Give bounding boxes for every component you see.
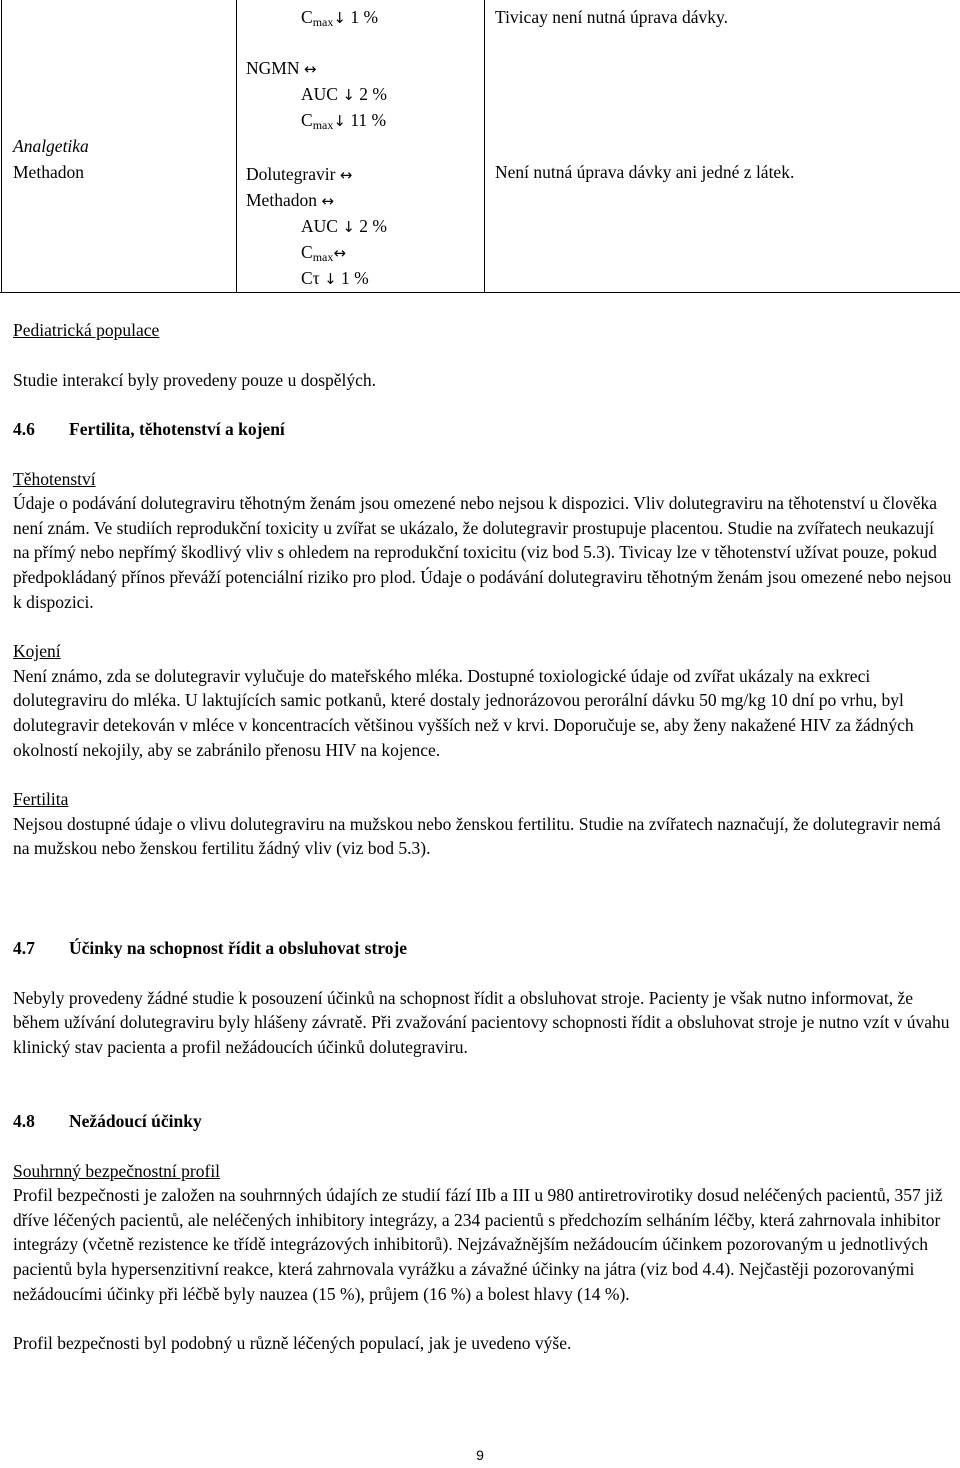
row3-cmax-line: $C_{max}\leftrightarrow$ [301, 242, 346, 264]
section-4-6-heading: 4.6 Fertilita, těhotenství a kojení [13, 419, 285, 439]
pediatric-text: Studie interakcí byly provedeny pouze u dospělých. [13, 369, 377, 390]
fertility-heading: Fertilita [13, 789, 69, 810]
row3-recommendation: Není nutná úprava dávky ani jedné z látek. [495, 162, 795, 182]
safety-similar-text: Profil bezpečnosti byl podobný u různě léčených populací, jak je uvedeno výše. [13, 1333, 572, 1354]
row2-cmax-line: $C_{max}↓$ 11 % [301, 110, 387, 132]
row3-ctau-line: Cτ ↓ 1 % [301, 268, 369, 288]
pregnancy-text: Údaje o podávání dolutegraviru těhotným ženám jsou omezené nebo nejsou k dispozici. Vliv dolutegraviru na těhotenství u člověka není znám. Ve studiích reprodukční toxicity u zvířat se ukázalo, že dolutegravir prostupuje placentou. Studie na zvířatech neukazují na přímý nebo nepřímý škodlivý vliv s ohledem na reprodukční toxicitu (viz bod 5.3). Tivicay lze v těhotenství užívat pouze, pokud předpokládaný přínos převáží potenciální riziko pro plod. Údaje o podávání dolutegraviru těhotným ženám jsou omezené nebo nejsou k dispozici. [13, 493, 952, 612]
safety-summary-heading: Souhrnný bezpečnostní profil [13, 1160, 221, 1181]
row3-dolutegravir-line: Dolutegravir ↔ [246, 164, 353, 184]
fertility-text: Nejsou dostupné údaje o vlivu dolutegraviru na mužskou nebo ženskou fertilitu. Studie na zvířatech naznačují, že dolutegravir nemá na mužskou nebo ženskou fertilitu žádný vliv (viz bod 5.3). [13, 813, 941, 859]
page-number: 9 [476, 1447, 484, 1463]
section-4-7-text: Nebyly provedeny žádné studie k posouzení účinků na schopnost řídit a obsluhovat stroje. Pacienty je však nutno informovat, že během užívání dolutegraviru byly hlášeny závratě. Při zvažování pacientovy schopnosti řídit a obsluhovat stroje je nutno vzít v úvahu klinický stav pacienta a profil nežádoucích účinků dolutegraviru. [13, 987, 950, 1057]
table-border-left [1, 0, 2, 292]
pediatric-section [13, 318, 953, 392]
drug-category-analgesics: Analgetika [13, 136, 89, 156]
interaction-table [0, 0, 960, 293]
row1-cmax-line: $C_{max}↓$ 1 % [301, 7, 379, 29]
section-4-7-heading: 4.7 Účinky na schopnost řídit a obsluhovat stroje [13, 938, 408, 958]
pregnancy-heading: Těhotenství [13, 468, 96, 489]
section-4-7 [13, 936, 953, 1059]
row3-auc-line: AUC ↓ 2 % [301, 216, 387, 236]
row2-ngmn-line: NGMN ↔ [246, 58, 317, 78]
row1-recommendation: Tivicay není nutná úprava dávky. [495, 7, 728, 27]
table-divider-1 [236, 0, 237, 292]
section-4-8 [13, 1109, 953, 1356]
pediatric-heading: Pediatrická populace [13, 320, 160, 340]
drug-methadone: Methadon [13, 162, 84, 182]
safety-summary-text: Profil bezpečnosti je založen na souhrnných údajích ze studií fází IIb a III u 980 antiretrovirotiky dosud neléčených pacientů, 357 již dříve léčených pacientů, ale neléčených inhibitory integrázy, a 234 pacientů s předchozím selháním léčby, která zahrnovala inhibitor integrázy (včetně rezistence ke třídě integrázových inhibitorů). Nejzávažnějším nežádoucím účinkem pozorovaným u jednotlivých pacientů byla hypersenzitivní reakce, která zahrnovala vyrážku a závažné účinky na játra (viz bod 4.4). Nejčastěji pozorovanými nežádoucími účinky při léčbě byly nauzea (15 %), průjem (16 %) a bolest hlavy (14 %). [13, 1185, 943, 1304]
table-divider-2 [484, 0, 485, 292]
breastfeeding-text: Není známo, zda se dolutegravir vylučuje do mateřského mléka. Dostupné toxiologické údaje od zvířat ukázaly na exkreci dolutegraviru do mléka. U laktujících samic potkanů, které dostaly jednorázovou perorální dávku 50 mg/kg 10 dní po vrhu, byl dolutegravir detekován v mléce v koncentracích většinou vyšších než v krvi. Doporučuje se, aby ženy nakažené HIV za žádných okolností nekojily, aby se zabránilo přenosu HIV na kojence. [13, 665, 914, 760]
section-4-8-heading: 4.8 Nežádoucí účinky [13, 1111, 202, 1131]
row2-auc-line: AUC ↓ 2 % [301, 84, 387, 104]
breastfeeding-heading: Kojení [13, 641, 61, 662]
row3-methadon-line: Methadon ↔ [246, 190, 334, 210]
section-4-6 [13, 417, 953, 861]
